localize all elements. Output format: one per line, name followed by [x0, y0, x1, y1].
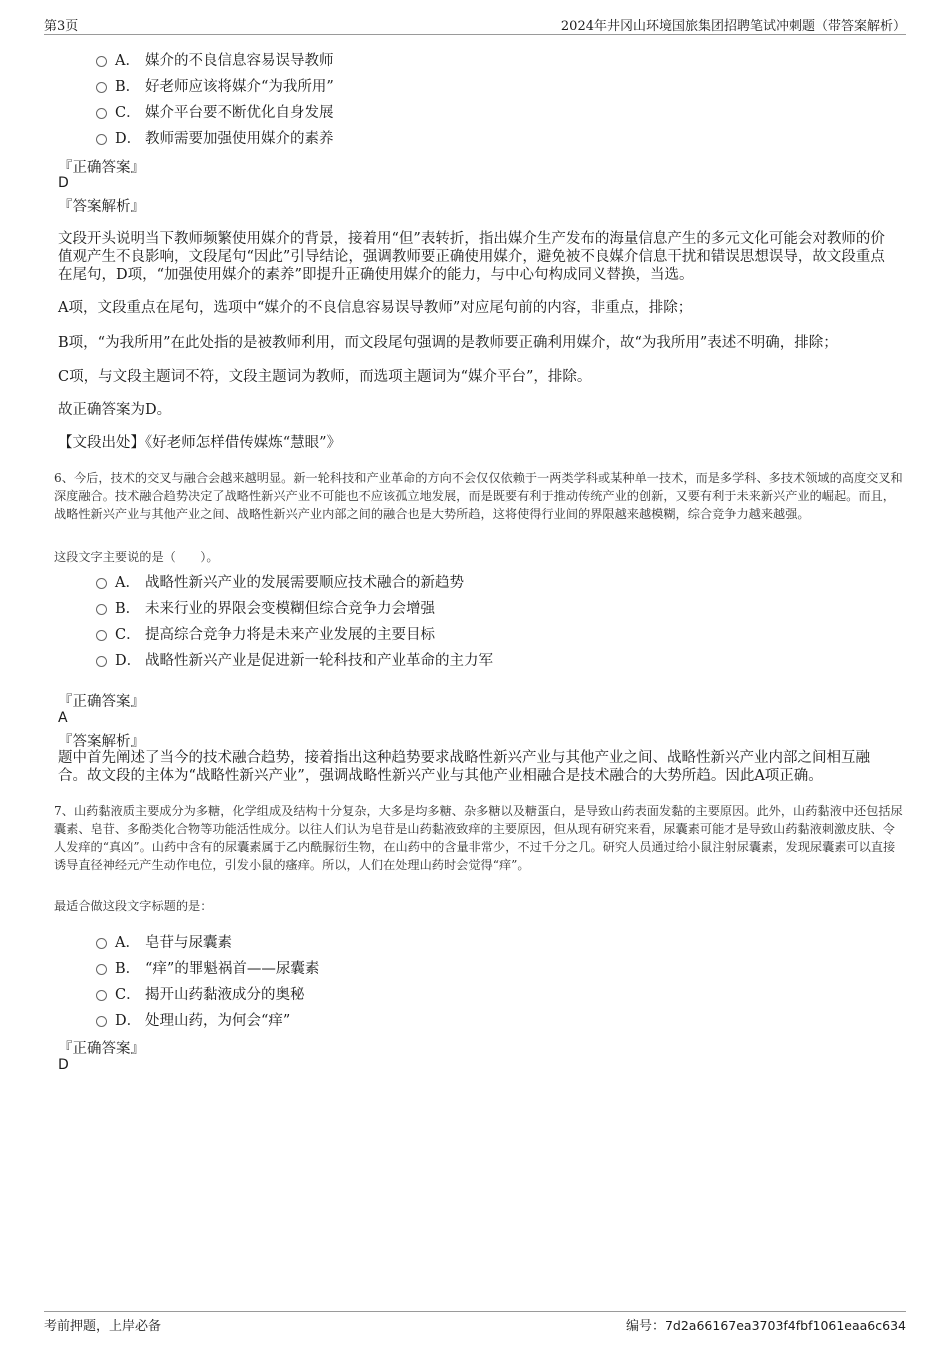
q5-analysis-b: B项，“为我所用”在此处指的是被教师利用，而文段尾句强调的是教师要正确利用媒介，故“为我所用”表述不明确，排除；	[58, 335, 838, 351]
q5-option-c[interactable]	[96, 101, 334, 122]
q5-source: 【文段出处】《好老师怎样借传媒炼“慧眼”》	[58, 435, 342, 451]
option-letter: A．	[115, 575, 140, 591]
option-text: 好老师应该将媒介“为我所用”	[145, 79, 334, 95]
q5-answer: D	[58, 175, 69, 191]
option-text: 未来行业的界限会变模糊但综合竞争力会增强	[145, 601, 435, 617]
q5-analysis-label: 『答案解析』	[58, 199, 145, 215]
q7-option-c[interactable]	[96, 983, 305, 1004]
radio-icon[interactable]	[96, 990, 107, 1001]
q6-answer-label: 『正确答案』	[58, 694, 145, 710]
radio-icon[interactable]	[96, 630, 107, 641]
header-divider	[44, 34, 906, 35]
q6-stem: 6、今后，技术的交叉与融合会越来越明显。新一轮科技和产业革命的方向不会仅仅依赖于一两类学科或某种单一技术，而是多学科、多技术领域的高度交叉和深度融合。技术融合趋势决定了战略性新兴产业不可能也不应该孤立地发展，而是既要有利于推动传统产业的创新，又要有利于未来新兴产业的崛起。而且，战略性新兴产业与其他产业之间、战略性新兴产业内部之间的融合也是大势所趋，这将使得行业间的界限越来越模糊，综合竞争力越来越强。	[54, 471, 903, 521]
option-letter: A．	[115, 53, 140, 69]
radio-icon[interactable]	[96, 964, 107, 975]
document-title: 2024年井冈山环境国旅集团招聘笔试冲刺题（带答案解析）	[560, 19, 906, 34]
code-value: 7d2a66167ea3703f4fbf1061eaa6c634	[664, 1318, 906, 1333]
q5-option-a[interactable]	[96, 49, 334, 70]
q5-analysis-a: A项，文段重点在尾句，选项中“媒介的不良信息容易误导教师”对应尾句前的内容，非重点，排除；	[58, 300, 693, 316]
option-letter: B．	[115, 961, 141, 977]
q6-question: 这段文字主要说的是（ ）。	[54, 550, 219, 564]
code-label: 编号：	[625, 1319, 665, 1334]
q7-answer: D	[58, 1057, 69, 1073]
option-text: “痒”的罪魁祸首——尿囊素	[145, 961, 320, 977]
option-letter: B．	[115, 79, 141, 95]
option-text: 皂苷与尿囊素	[145, 935, 232, 951]
footer-slogan: 考前押题，上岸必备	[44, 1319, 162, 1334]
q6-analysis-label: 『答案解析』	[58, 734, 145, 750]
option-text: 揭开山药黏液成分的奥秘	[145, 987, 305, 1003]
q5-analysis-c: C项，与文段主题词不符，文段主题词为教师，而选项主题词为“媒介平台”，排除。	[58, 369, 592, 385]
option-text: 教师需要加强使用媒介的素养	[145, 131, 334, 147]
q6-option-d[interactable]	[96, 649, 493, 670]
option-text: 提高综合竞争力将是未来产业发展的主要目标	[145, 627, 435, 643]
option-text: 战略性新兴产业的发展需要顺应技术融合的新趋势	[145, 575, 464, 591]
footer-code	[626, 1315, 906, 1334]
q7-option-b[interactable]	[96, 957, 319, 978]
option-letter: D．	[115, 1013, 142, 1029]
option-letter: A．	[115, 935, 140, 951]
q7-answer-label: 『正确答案』	[58, 1041, 145, 1057]
q7-stem: 7、山药黏液质主要成分为多糖，化学组成及结构十分复杂，大多是均多糖、杂多糖以及糖蛋白，是导致山药表面发黏的主要原因。此外，山药黏液中还包括尿囊素、皂苷、多酚类化合物等功能活性成分。以往人们认为皂苷是山药黏液致痒的主要原因，但从现有研究来看，尿囊素可能才是导致山药黏液刺激皮肤、令人发痒的“真凶”。山药中含有的尿囊素属于乙内酰脲衍生物，在山药中的含量非常少，不过千分之几。研究人员通过给小鼠注射尿囊素，发现尿囊素可以直接诱导直径神经元产生动作电位，引发小鼠的瘙痒。所以，人们在处理山药时会觉得“痒”。	[54, 804, 903, 872]
option-letter: C．	[115, 627, 141, 643]
option-letter: D．	[115, 653, 142, 669]
option-letter: D．	[115, 131, 142, 147]
radio-icon[interactable]	[96, 578, 107, 589]
q6-answer: A	[58, 710, 68, 726]
option-letter: B．	[115, 601, 141, 617]
radio-icon[interactable]	[96, 656, 107, 667]
option-text: 媒介的不良信息容易误导教师	[145, 53, 334, 69]
radio-icon[interactable]	[96, 108, 107, 119]
radio-icon[interactable]	[96, 82, 107, 93]
q5-option-b[interactable]	[96, 75, 334, 96]
q7-question: 最适合做这段文字标题的是：	[54, 899, 213, 913]
q5-analysis-main: 文段开头说明当下教师频繁使用媒介的背景，接着用“但”表转折，指出媒介生产发布的海量信息产生的多元文化可能会对教师的价值观产生不良影响，文段尾句“因此”引导结论，强调教师要正确使用媒介，避免被不良媒介信息干扰和错误思想误导，故文段重点在尾句，D项，“加强使用媒介的素养”即提升正确使用媒介的能力，与中心句构成同义替换，当选。	[58, 231, 885, 283]
q7-option-d[interactable]	[96, 1009, 290, 1030]
q6-option-c[interactable]	[96, 623, 435, 644]
option-text: 媒介平台要不断优化自身发展	[145, 105, 334, 121]
q5-option-d[interactable]	[96, 127, 334, 148]
option-letter: C．	[115, 987, 141, 1003]
q6-analysis: 题中首先阐述了当今的技术融合趋势，接着指出这种趋势要求战略性新兴产业与其他产业之间、战略性新兴产业内部之间相互融合。故文段的主体为“战略性新兴产业”，强调战略性新兴产业与其他产业相融合是技术融合的大势所趋。因此A项正确。	[58, 750, 870, 784]
q5-answer-label: 『正确答案』	[58, 160, 145, 176]
page-number: 第3页	[44, 19, 79, 34]
q6-option-b[interactable]	[96, 597, 435, 618]
footer-divider	[44, 1311, 906, 1312]
option-text: 处理山药，为何会“痒”	[145, 1013, 291, 1029]
radio-icon[interactable]	[96, 938, 107, 949]
q7-option-a[interactable]	[96, 931, 232, 952]
radio-icon[interactable]	[96, 604, 107, 615]
radio-icon[interactable]	[96, 134, 107, 145]
q6-option-a[interactable]	[96, 571, 464, 592]
radio-icon[interactable]	[96, 1016, 107, 1027]
option-letter: C．	[115, 105, 141, 121]
radio-icon[interactable]	[96, 56, 107, 67]
q5-conclusion: 故正确答案为D。	[58, 402, 172, 418]
option-text: 战略性新兴产业是促进新一轮科技和产业革命的主力军	[145, 653, 493, 669]
